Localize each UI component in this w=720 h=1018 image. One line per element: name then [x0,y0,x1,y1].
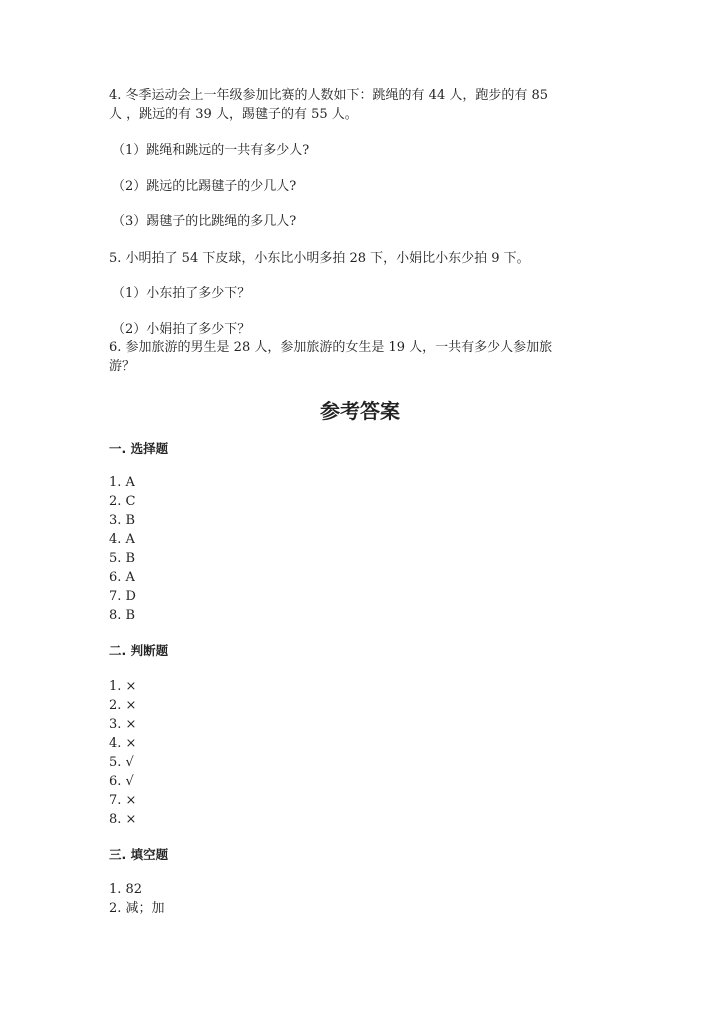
q5-sub1: （1）小东拍了多少下？ [112,286,251,301]
answer-item: 8. × [109,812,137,827]
answer-item: 7. × [109,793,137,808]
answer-item: 1. A [109,475,135,490]
answer-item: 8. B [109,608,136,623]
answer-item: 6. A [109,570,135,585]
answer-item: 4. A [109,532,135,547]
answer-item: 1. × [109,679,137,694]
q5-sub2: （2）小娟拍了多少下？ [112,322,251,337]
q4-sub2: （2）跳远的比踢毽子的少几人? [112,179,297,194]
answer-item: 4. × [109,736,137,751]
answers-title: 参考答案 [320,399,400,423]
section1-heading: 一. 选择题 [109,441,169,456]
section3-heading: 三. 填空题 [109,847,169,862]
q4-sub1: （1）跳绳和跳远的一共有多少人? [112,143,310,158]
q4-line1: 4. 冬季运动会上一年级参加比赛的人数如下：跳绳的有 44 人，跑步的有 85 [109,88,549,103]
answer-item: 2. 减；加 [109,901,165,916]
q4-sub3: （3）踢毽子的比跳绳的多几人? [112,214,297,229]
q5-line1: 5. 小明拍了 54 下皮球，小东比小明多拍 28 下，小娟比小东少拍 9 下。 [109,251,530,266]
answer-item: 3. B [109,513,136,528]
q6-line2: 游？ [109,359,136,374]
answer-item: 5. √ [109,755,134,770]
section2-heading: 二. 判断题 [109,643,169,658]
answer-item: 1. 82 [109,882,143,897]
answer-item: 7. D [109,589,136,604]
answer-item: 5. B [109,551,136,566]
answer-item: 3. × [109,717,137,732]
answer-item: 6. √ [109,774,134,789]
answer-item: 2. C [109,494,136,509]
answer-item: 2. × [109,698,137,713]
q4-line2: 人 ，跳远的有 39 人，踢毽子的有 55 人。 [109,107,358,122]
q6-line1: 6. 参加旅游的男生是 28 人，参加旅游的女生是 19 人，一共有多少人参加旅 [109,340,553,355]
